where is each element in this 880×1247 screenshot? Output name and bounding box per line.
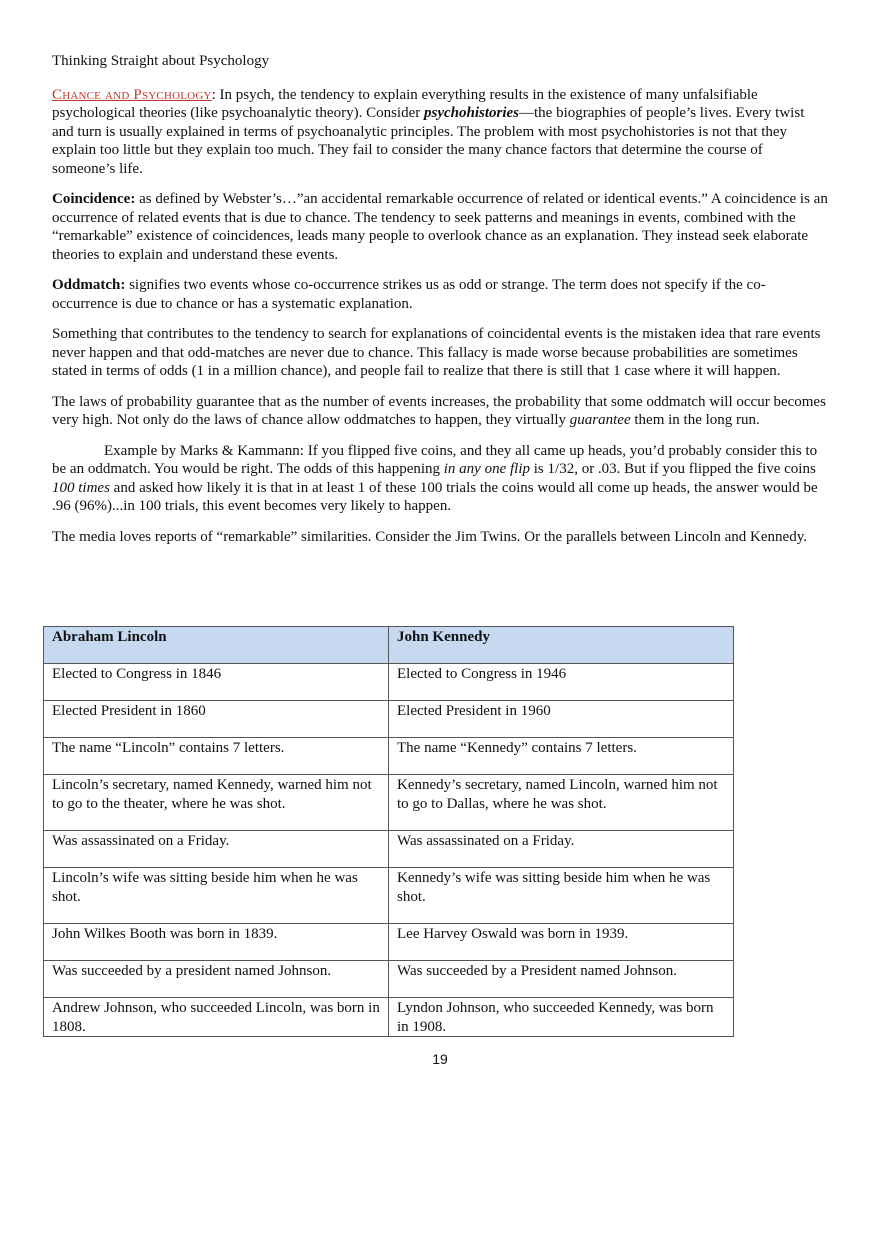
header-lincoln: Abraham Lincoln	[44, 627, 389, 664]
chance-paragraph	[52, 86, 828, 179]
header-kennedy: John Kennedy	[389, 627, 734, 664]
table-cell: Elected to Congress in 1946	[389, 664, 734, 701]
table-cell: The name “Lincoln” contains 7 letters.	[44, 738, 389, 775]
table-cell: Elected President in 1860	[44, 701, 389, 738]
table-cell: Lee Harvey Oswald was born in 1939.	[389, 924, 734, 961]
table-cell: Was succeeded by a President named Johnson.	[389, 961, 734, 998]
example-text-1: Example by Marks & Kammann: If you flipped five coins, and they all came up heads, you’d probably consider this to be an oddmatch. You would be right. The odds of this happening	[52, 442, 818, 477]
laws-text-2: them in the long run.	[630, 412, 760, 428]
table-cell: Lyndon Johnson, who succeeded Kennedy, was born in 1908.	[389, 998, 734, 1037]
oddmatch-paragraph	[52, 276, 828, 313]
any-one-flip-emphasis: in any one flip	[443, 461, 531, 477]
table-cell: Kennedy’s secretary, named Lincoln, warned him not to go to Dallas, where he was shot.	[389, 775, 734, 831]
page-number: 19	[432, 1051, 448, 1067]
section-heading: Chance and Psychology	[52, 86, 212, 103]
table-cell: Elected to Congress in 1846	[44, 664, 389, 701]
table-row	[44, 868, 734, 924]
coincidence-term: Coincidence:	[52, 191, 136, 207]
table-row	[44, 924, 734, 961]
laws-text-1: The laws of probability guarantee that as the number of events increases, the probability that some oddmatch will occur becomes very high. Not only do the laws of chance allow oddmatches to happen, they virtually	[52, 393, 826, 428]
table-cell: Lincoln’s wife was sitting beside him when he was shot.	[44, 868, 389, 924]
table-row	[44, 961, 734, 998]
guarantee-emphasis: guarantee	[569, 412, 631, 428]
psychohistories-term: psychohistories	[423, 105, 519, 121]
table-row	[44, 831, 734, 868]
oddmatch-text: signifies two events whose co-occurrence strikes us as odd or strange. The term does not specify if the co-occurrence is due to chance or has a systematic explanation.	[52, 277, 766, 312]
table-row	[44, 998, 734, 1037]
running-head: Thinking Straight about Psychology	[52, 53, 270, 69]
table-row	[44, 701, 734, 738]
table-row	[44, 738, 734, 775]
table-row	[44, 664, 734, 701]
coincidence-paragraph	[52, 190, 828, 264]
chance-text-1: : In psych, the tendency to explain everything results in the existence of many unfalsifiable psychological theories (like psychoanalytic theory). Consider	[52, 86, 758, 121]
chance-text-2: —the biographies of people’s lives. Every twist and turn is usually explained in terms of psychoanalytic principles. The problem with most psychohistories is not that they explain too little but they explain too much. They fail to consider the many chance factors that determine the course of someone’s life.	[52, 105, 805, 177]
hundred-times-emphasis: 100 times	[52, 479, 110, 496]
table-cell: Was assassinated on a Friday.	[44, 831, 389, 868]
laws-paragraph	[52, 393, 828, 430]
lincoln-kennedy-table	[43, 626, 734, 1037]
table-cell: Was succeeded by a president named Johnson.	[44, 961, 389, 998]
coincidence-text: as defined by Webster’s…”an accidental remarkable occurrence of related or identical events.” A coincidence is an occurrence of related events that is due to chance. The tendency to seek patterns and meanings in events, combined with the “remarkable” existence of coincidences, leads many people to overlook chance as an explanation. They instead seek elaborate theories to explain and understand these events.	[52, 191, 828, 263]
table-cell: Elected President in 1960	[389, 701, 734, 738]
table-cell: John Wilkes Booth was born in 1839.	[44, 924, 389, 961]
table-cell: Was assassinated on a Friday.	[389, 831, 734, 868]
table-cell: The name “Kennedy” contains 7 letters.	[389, 738, 734, 775]
table-cell: Lincoln’s secretary, named Kennedy, warned him not to go to the theater, where he was shot.	[44, 775, 389, 831]
example-paragraph	[52, 442, 828, 516]
table-header-row	[44, 627, 734, 664]
media-paragraph: The media loves reports of “remarkable” similarities. Consider the Jim Twins. Or the parallels between Lincoln and Kennedy.	[52, 528, 807, 545]
oddmatch-term: Oddmatch:	[52, 277, 126, 293]
document-page	[52, 52, 828, 558]
example-text-3: and asked how likely it is that in at least 1 of these 100 trials the coins would all come up heads, the answer would be .96 (96%)...in 100 trials, this event becomes very likely to happen.	[52, 479, 818, 514]
table-cell: Kennedy’s wife was sitting beside him when he was shot.	[389, 868, 734, 924]
table-row	[44, 775, 734, 831]
table-cell: Andrew Johnson, who succeeded Lincoln, was born in 1808.	[44, 998, 389, 1037]
rare-events-paragraph: Something that contributes to the tendency to search for explanations of coincidental events is the mistaken idea that rare events never happen and that odd-matches are never due to chance. This fallacy is made worse because probabilities are sometimes stated in terms of odds (1 in a million chance), and people fail to realize that there is still that 1 case where it will happen.	[52, 326, 821, 379]
example-text-2: is 1/32, or .03. But if you flipped the five coins	[530, 461, 816, 477]
